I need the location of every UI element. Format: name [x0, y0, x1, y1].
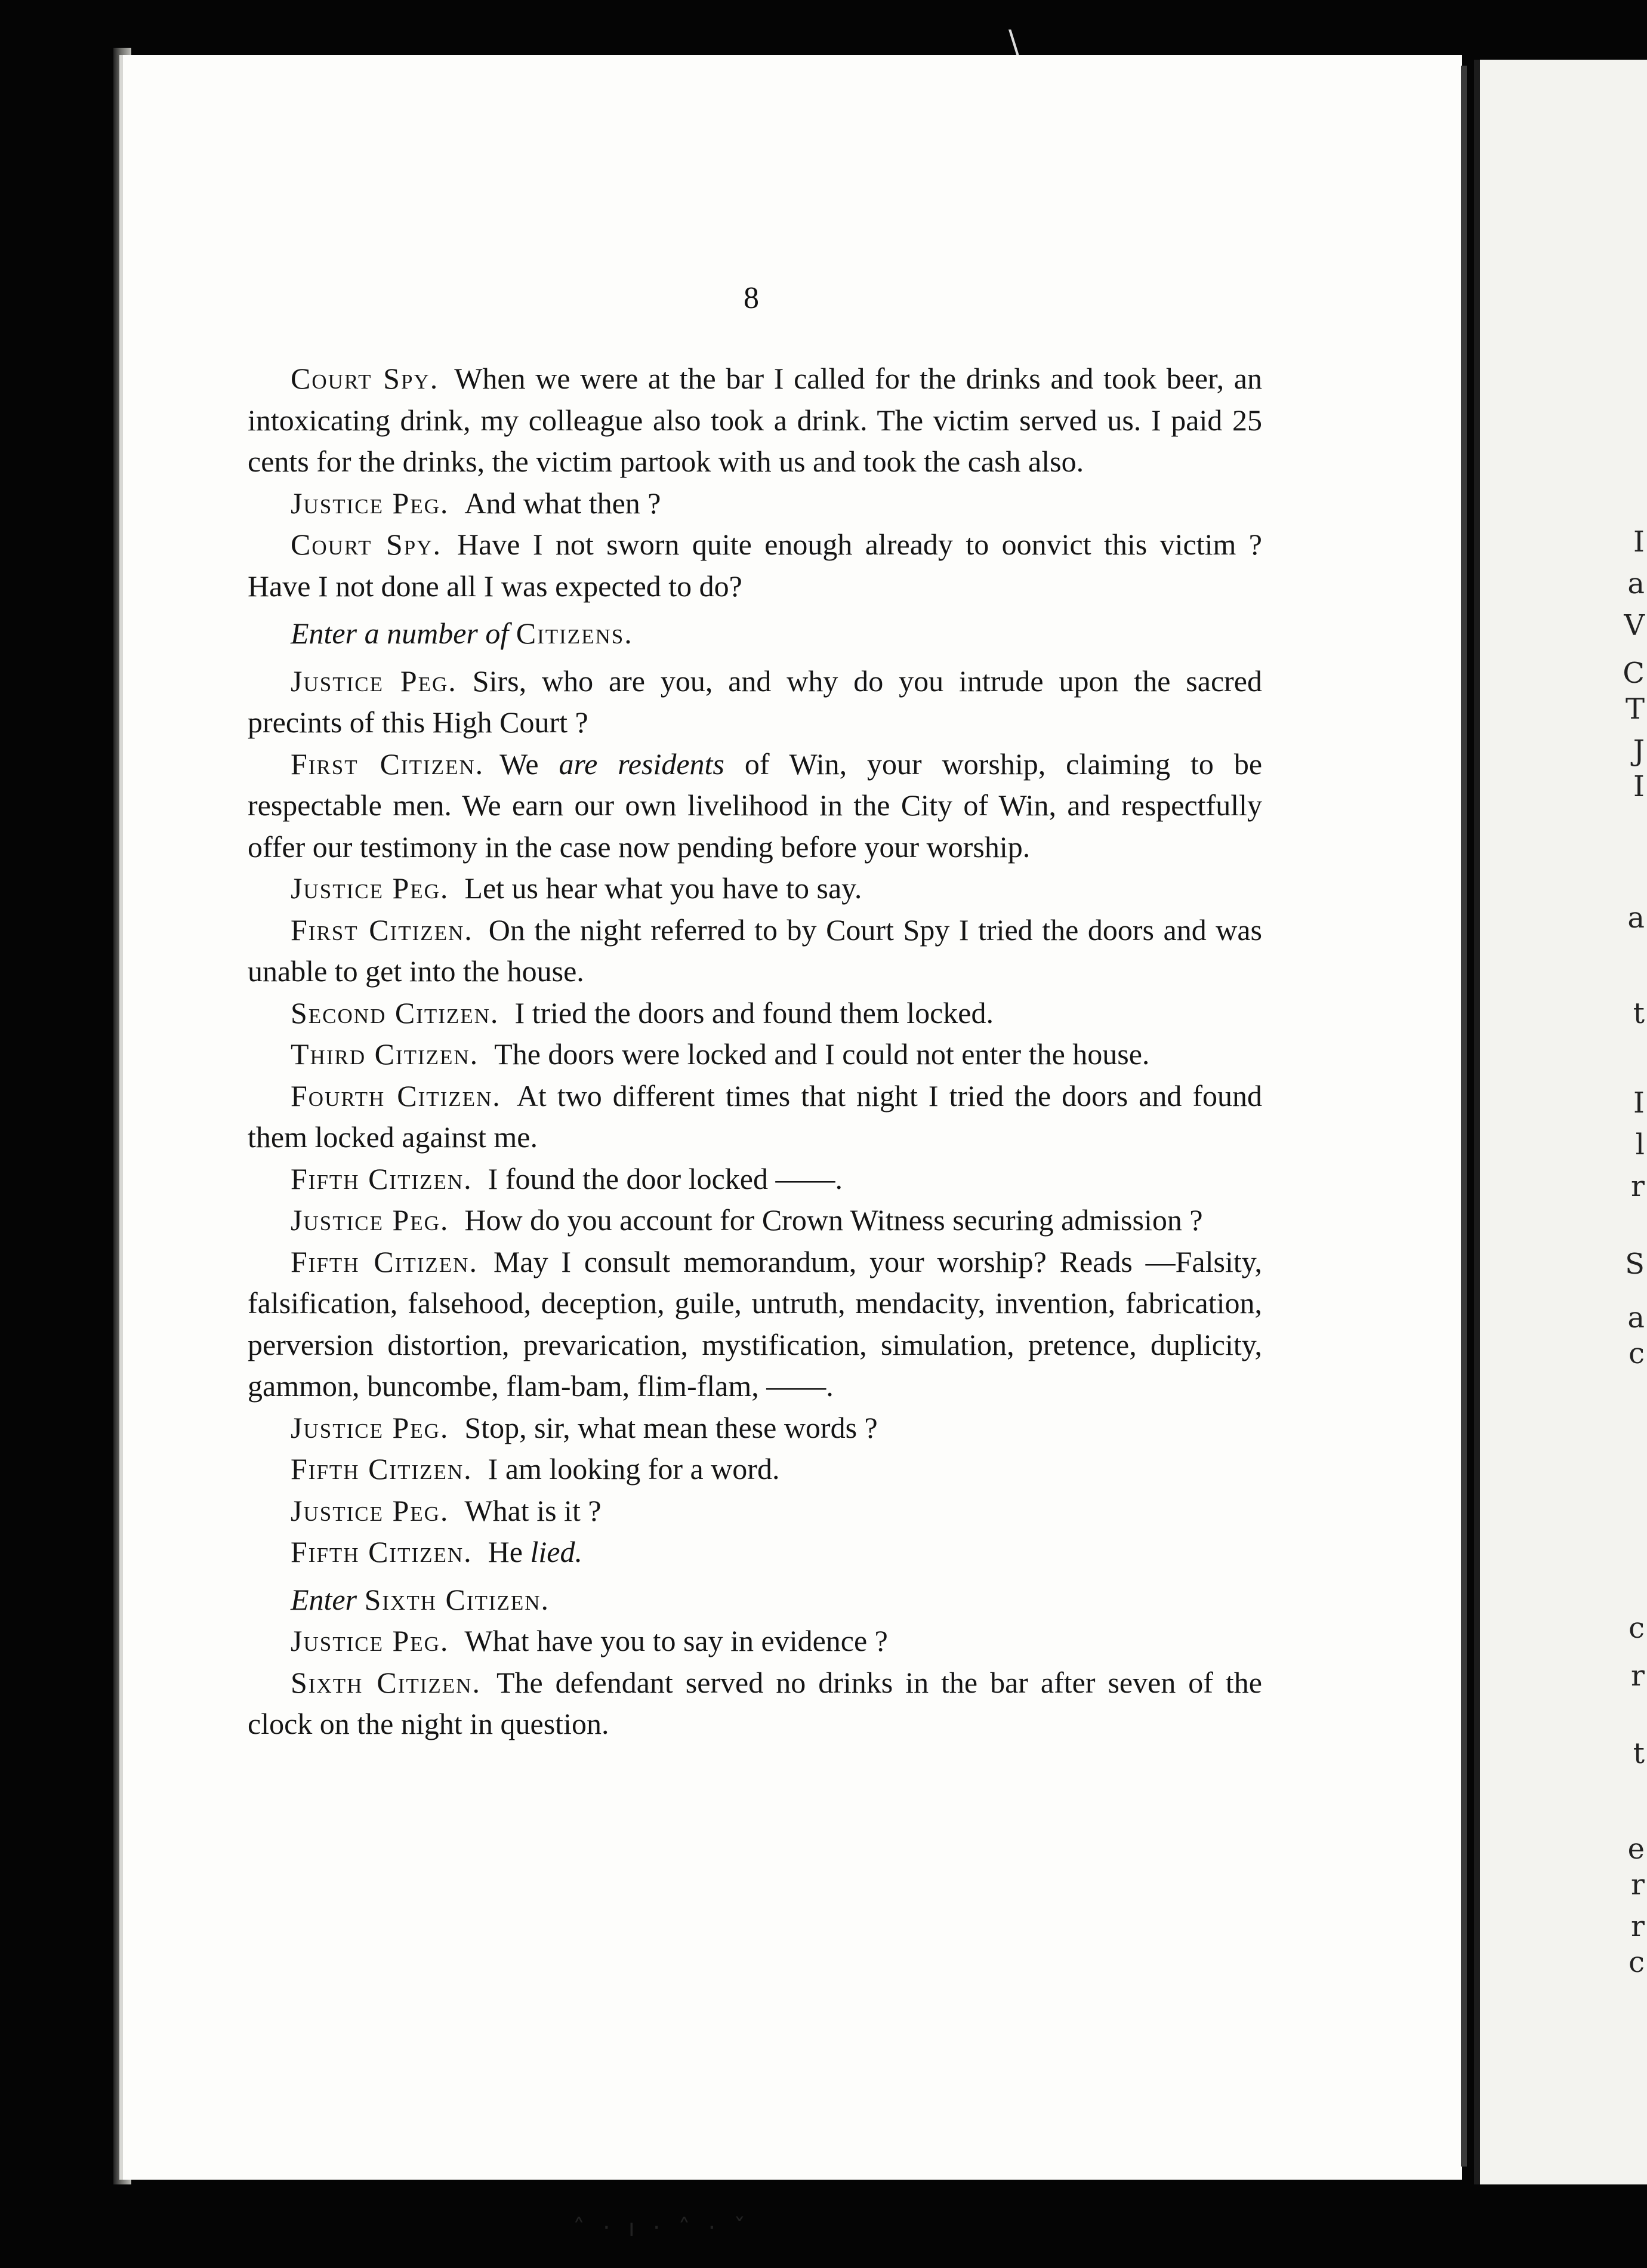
speaker-name: Court Spy.	[291, 362, 439, 395]
facing-page-fragment: I	[1633, 1086, 1645, 1120]
dialogue-line	[248, 868, 1262, 910]
play-dialogue	[248, 358, 1262, 1745]
speaker-name: Sixth Citizen.	[291, 1665, 481, 1699]
facing-page-fragment: I	[1633, 525, 1645, 559]
speech-text: Sirs, who are you, and why do you intrude upon the sacred precints of this High Court ?	[248, 664, 1262, 739]
stage-direction	[248, 1579, 1262, 1621]
speaker-name: Justice Peg.	[291, 1493, 449, 1527]
stage-direction	[248, 613, 1262, 655]
stage-direction-italic: Enter	[291, 1582, 357, 1616]
dialogue-line	[248, 661, 1262, 744]
facing-page-fragment: V	[1624, 609, 1645, 642]
dialogue-line	[248, 1620, 1262, 1662]
scan-artifact-bottom: ˄·ı·˄·ˇ	[573, 2214, 764, 2242]
speaker-name: Justice Peg.	[291, 664, 457, 698]
speech-text: And what then ?	[464, 486, 661, 520]
speaker-name: Fifth Citizen.	[291, 1452, 473, 1486]
stage-direction-caps: Sixth Citizen.	[364, 1582, 550, 1616]
speaker-name: Second Citizen.	[291, 996, 499, 1030]
speech-text: I am looking for a word.	[488, 1452, 780, 1486]
facing-page-fragment: a	[1627, 1301, 1645, 1335]
speech-emphasis: are residents	[559, 747, 724, 781]
speech-text: Have I not sworn quite enough already to oonvict this victim ? Have I not done all I was expected to do?	[248, 528, 1262, 603]
facing-page-fragment: t	[1633, 1737, 1645, 1770]
scan-artifact-mark: \	[1008, 24, 1019, 60]
speech-text: of Win, your worship, claiming to be respectable men. We earn our own livelihood in the City of Win, and respectfully offer our testimony in the case now pending before your worship.	[248, 747, 1263, 864]
stage-direction-caps: Citizens.	[516, 617, 633, 650]
dialogue-line	[248, 1034, 1262, 1076]
speaker-name: Fifth Citizen.	[291, 1161, 473, 1195]
facing-page-edge	[1474, 60, 1647, 2184]
facing-page-fragment: S	[1625, 1247, 1645, 1281]
dialogue-line	[248, 483, 1262, 525]
dialogue-line	[248, 1076, 1262, 1158]
facing-page-fragment: I	[1633, 770, 1645, 803]
speech-text: At two different times that night I tried the doors and found them locked against me.	[248, 1078, 1262, 1154]
facing-page-fragment: J	[1633, 734, 1645, 768]
facing-page-fragment: r	[1631, 1170, 1645, 1203]
speaker-name: Justice Peg.	[291, 1624, 449, 1657]
speech-text: I found the door locked ——.	[488, 1161, 843, 1195]
speaker-name: Justice Peg.	[291, 486, 449, 520]
speech-text: May I consult memorandum, your worship? Reads —Falsity, falsification, falsehood, deception, guile, untruth, mendacity, invention, fabrication, perversion distortion, prevarication, mystification, simulation, pretence, duplicity, gammon, buncombe, flam-bam, flim-flam, ——.	[248, 1244, 1262, 1403]
dialogue-line	[248, 1407, 1262, 1449]
speaker-name: Court Spy.	[291, 528, 442, 561]
speech-text: Let us hear what you have to say.	[464, 871, 862, 905]
dialogue-line	[248, 910, 1262, 993]
speech-text: What is it ?	[464, 1493, 602, 1527]
facing-page-fragment: c	[1629, 1337, 1645, 1370]
speaker-name: Fourth Citizen.	[291, 1078, 501, 1113]
facing-page-fragment: r	[1631, 1659, 1645, 1693]
facing-page-fragment: c	[1629, 1946, 1645, 1979]
speech-text: I tried the doors and found them locked.	[514, 996, 994, 1030]
facing-page-fragment: r	[1631, 1910, 1645, 1943]
speech-text: What have you to say in evidence ?	[464, 1624, 888, 1657]
facing-page-fragment: C	[1623, 657, 1645, 690]
speaker-name: Fifth Citizen.	[291, 1244, 478, 1278]
speech-text: We	[499, 747, 539, 781]
speech-text: When we were at the bar I called for the drinks and took beer, an intoxicating drink, my colleague also took a drink. The victim served us. I paid 25 cents for the drinks, the victim partook with us and took the cash also.	[248, 362, 1262, 478]
speaker-name: Justice Peg.	[291, 1203, 449, 1237]
stage-direction-italic: Enter a number of	[291, 617, 509, 650]
facing-page-fragment: l	[1635, 1128, 1645, 1161]
facing-page-fragment: e	[1627, 1832, 1645, 1866]
facing-page-fragment: c	[1629, 1611, 1645, 1645]
speech-text: The doors were locked and I could not enter the house.	[494, 1037, 1150, 1071]
speech-text: Stop, sir, what mean these words ?	[464, 1410, 878, 1444]
facing-page-fragment: t	[1633, 997, 1645, 1030]
speaker-name: First Citizen.	[291, 913, 473, 947]
dialogue-line	[248, 744, 1262, 868]
facing-page-fragment: a	[1627, 901, 1645, 935]
dialogue-line	[248, 1158, 1262, 1200]
speech-text: He	[488, 1535, 523, 1569]
page-number: 8	[744, 281, 759, 315]
facing-page-fragment: T	[1625, 692, 1645, 726]
dialogue-line	[248, 358, 1262, 483]
dialogue-line	[248, 1200, 1262, 1241]
dialogue-line	[248, 1531, 1262, 1573]
speaker-name: Third Citizen.	[291, 1037, 479, 1071]
speech-emphasis: lied.	[530, 1535, 582, 1569]
speech-text: The defendant served no drinks in the bar after seven of the clock on the night in question.	[248, 1665, 1263, 1740]
facing-page-fragment: a	[1627, 567, 1645, 600]
speaker-name: Justice Peg.	[291, 871, 449, 905]
dialogue-line	[248, 1490, 1262, 1532]
dialogue-line	[248, 1449, 1262, 1490]
speech-text: On the night referred to by Court Spy I tried the doors and was unable to get into the house.	[248, 913, 1262, 988]
dialogue-line	[248, 524, 1262, 607]
book-spine	[1461, 66, 1467, 2167]
speaker-name: First Citizen.	[291, 747, 485, 781]
dialogue-line	[248, 1241, 1262, 1407]
speaker-name: Fifth Citizen.	[291, 1535, 473, 1569]
speech-text: How do you account for Crown Witness securing admission ?	[464, 1203, 1203, 1237]
dialogue-line	[248, 1662, 1262, 1745]
dialogue-line	[248, 993, 1262, 1034]
speaker-name: Justice Peg.	[291, 1410, 449, 1444]
facing-page-fragment: r	[1631, 1868, 1645, 1902]
